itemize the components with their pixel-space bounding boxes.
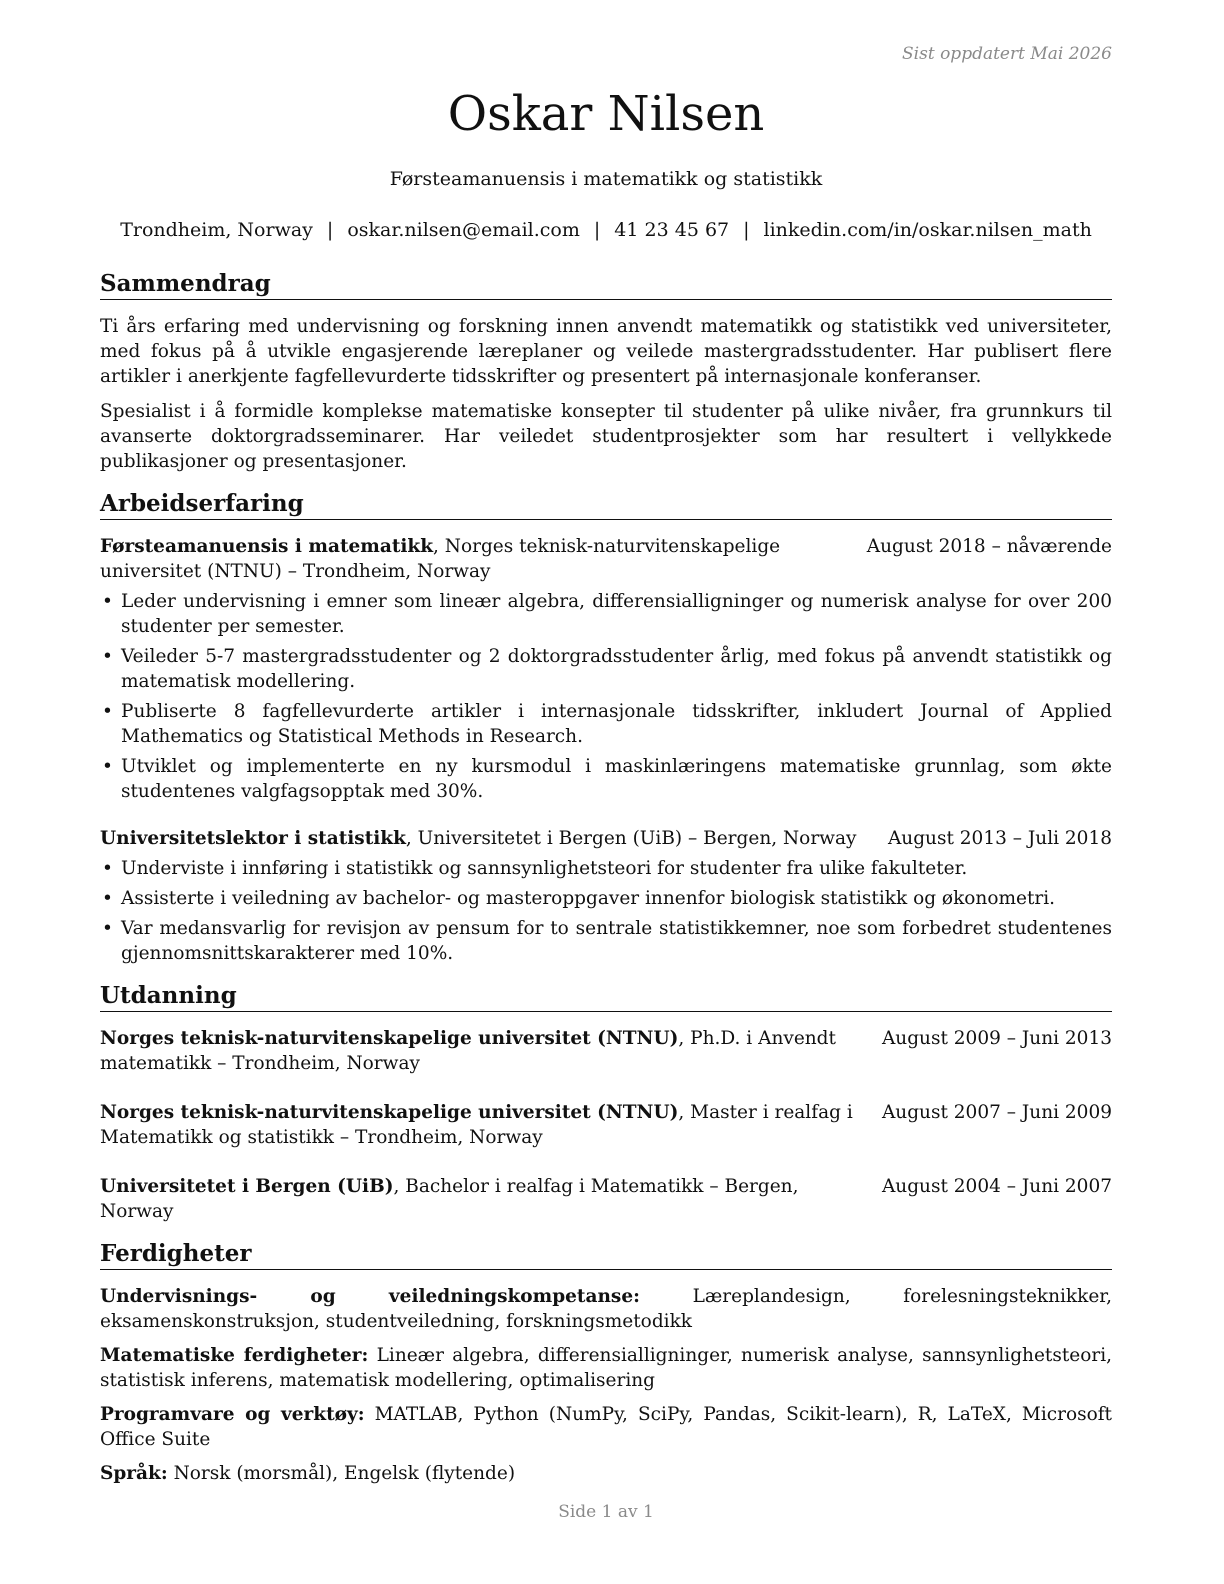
job-header bbox=[100, 826, 1112, 851]
skill-line bbox=[100, 1461, 1112, 1486]
section-title-education: Utdanning bbox=[100, 982, 1112, 1012]
section-title-summary: Sammendrag bbox=[100, 270, 1112, 300]
skill-line bbox=[100, 1284, 1112, 1334]
contact-separator: | bbox=[593, 219, 601, 241]
list-item bbox=[100, 886, 1112, 911]
education-item bbox=[100, 1026, 1112, 1076]
bullet-text: Underviste i innføring i statistikk og sannsynlighetsteori for studenter fra ulike fakulteter. bbox=[121, 858, 968, 879]
bullet-icon: • bbox=[102, 888, 113, 909]
resume-page bbox=[100, 0, 1112, 1584]
skill-label: Matematiske ferdigheter: bbox=[100, 1345, 369, 1366]
list-item bbox=[100, 699, 1112, 749]
job-bullets bbox=[100, 589, 1112, 804]
contact-separator: | bbox=[743, 219, 750, 241]
resume-content bbox=[100, 270, 1112, 1486]
job-info bbox=[100, 534, 867, 584]
list-item bbox=[100, 916, 1112, 966]
education-info bbox=[100, 1026, 882, 1076]
education-info bbox=[100, 1100, 882, 1150]
bullet-text: Publiserte 8 fagfellevurderte artikler i internasjonale tidsskrifter, inkludert Journal of Applied Mathematics og Statistical Methods in Research. bbox=[121, 701, 1112, 747]
contact-line bbox=[100, 219, 1112, 241]
skill-value: Læreplandesign, forelesningsteknikker, eksamenskonstruksjon, studentveiledning, forskningsmetodikk bbox=[100, 1286, 1112, 1332]
skill-label: Programvare og verktøy: bbox=[100, 1404, 365, 1425]
skill-value: Norsk (morsmål), Engelsk (flytende) bbox=[167, 1463, 516, 1484]
skill-label: Undervisnings- og veiledningskompetanse: bbox=[100, 1286, 640, 1307]
list-item bbox=[100, 589, 1112, 639]
contact-email[interactable]: oskar.nilsen@email.com bbox=[347, 219, 580, 241]
job-info bbox=[100, 826, 888, 851]
skill-line bbox=[100, 1402, 1112, 1452]
education-school: Norges teknisk-naturvitenskapelige universitet (NTNU) bbox=[100, 1102, 679, 1123]
summary-paragraph: Ti års erfaring med undervisning og forskning innen anvendt matematikk og statistikk ved universiteter, med fokus på å utvikle engasjerende læreplaner og veilede mastergradsstudenter. Har publisert flere artikler i anerkjente fagfellevurderte tidsskrifter og presentert på internasjonale konferanser. bbox=[100, 316, 1112, 387]
education-item bbox=[100, 1100, 1112, 1150]
summary-paragraph: Spesialist i å formidle komplekse matematiske konsepter til studenter på ulike nivåer, fra grunnkurs til avanserte doktorgradsseminarer. Har veiledet studentprosjekter som har resultert i vellykkede publikasjoner og presentasjoner. bbox=[100, 401, 1112, 472]
bullet-text: Leder undervisning i emner som lineær algebra, differensialligninger og numerisk analyse for over 200 studenter per semester. bbox=[121, 591, 1112, 637]
experience-section bbox=[100, 490, 1112, 966]
bullet-icon: • bbox=[102, 591, 113, 612]
education-section bbox=[100, 982, 1112, 1224]
job-details: , Norges teknisk-naturvitenskapelige universitet (NTNU) – Trondheim, Norway bbox=[100, 536, 781, 582]
last-updated: Sist oppdatert Mai 2026 bbox=[902, 44, 1112, 64]
contact-linkedin[interactable]: linkedin.com/in/oskar.nilsen_math bbox=[763, 219, 1092, 241]
bullet-icon: • bbox=[102, 858, 113, 879]
skills-section bbox=[100, 1240, 1112, 1486]
education-item bbox=[100, 1174, 1112, 1224]
bullet-text: Var medansvarlig for revisjon av pensum for to sentrale statistikkemner, noe som forbedret studentenes gjennomsnittskarakterer med 10%. bbox=[121, 918, 1112, 964]
page-number: Side 1 av 1 bbox=[558, 1502, 654, 1522]
bullet-icon: • bbox=[102, 701, 113, 722]
job-bullets bbox=[100, 856, 1112, 966]
education-details: , Ph.D. i Anvendt matematikk – Trondheim, Norway bbox=[100, 1028, 836, 1074]
summary-section bbox=[100, 270, 1112, 474]
contact-separator: | bbox=[326, 219, 334, 241]
education-dates: August 2007 – Juni 2009 bbox=[881, 1102, 1112, 1123]
section-title-experience: Arbeidserfaring bbox=[100, 490, 1112, 520]
education-dates: August 2009 – Juni 2013 bbox=[881, 1028, 1112, 1049]
bullet-icon: • bbox=[102, 756, 113, 777]
bullet-text: Utviklet og implementerte en ny kursmodul i maskinlæringens matematiske grunnlag, som økte studentenes valgfagsopptak med 30%. bbox=[121, 756, 1112, 802]
job-dates: August 2013 – Juli 2018 bbox=[887, 828, 1112, 849]
education-school: Universitetet i Bergen (UiB) bbox=[100, 1176, 394, 1197]
education-details: , Bachelor i realfag i Matematikk – Bergen, Norway bbox=[100, 1176, 799, 1222]
bullet-text: Veileder 5-7 mastergradsstudenter og 2 doktorgradsstudenter årlig, med fokus på anvendt statistikk og matematisk modellering. bbox=[121, 646, 1112, 692]
bullet-text: Assisterte i veiledning av bachelor- og masteroppgaver innenfor biologisk statistikk og økonometri. bbox=[121, 888, 1056, 909]
contact-phone: 41 23 45 67 bbox=[614, 219, 730, 241]
skill-label: Språk: bbox=[100, 1463, 168, 1484]
job-dates: August 2018 – nåværende bbox=[866, 536, 1112, 557]
job-title-tagline: Førsteamanuensis i matematikk og statistikk bbox=[389, 168, 823, 190]
education-dates: August 2004 – Juni 2007 bbox=[881, 1176, 1112, 1197]
job-details: , Universitetet i Bergen (UiB) – Bergen, Norway bbox=[405, 828, 857, 849]
list-item bbox=[100, 644, 1112, 694]
skill-value: MATLAB, Python (NumPy, SciPy, Pandas, Scikit-learn), R, LaTeX, Microsoft Office Suite bbox=[100, 1404, 1112, 1450]
education-school: Norges teknisk-naturvitenskapelige universitet (NTNU) bbox=[100, 1028, 679, 1049]
contact-location: Trondheim, Norway bbox=[120, 219, 313, 241]
job-header bbox=[100, 534, 1112, 584]
list-item bbox=[100, 856, 1112, 881]
list-item bbox=[100, 754, 1112, 804]
skill-value: Lineær algebra, differensialligninger, numerisk analyse, sannsynlighetsteori, statistisk inferens, matematisk modellering, optimalisering bbox=[100, 1345, 1112, 1391]
section-title-skills: Ferdigheter bbox=[100, 1240, 1112, 1270]
bullet-icon: • bbox=[102, 918, 113, 939]
education-details: , Master i realfag i Matematikk og statistikk – Trondheim, Norway bbox=[100, 1102, 853, 1148]
skill-line bbox=[100, 1343, 1112, 1393]
job-role: Universitetslektor i statistikk bbox=[100, 828, 406, 849]
job-role: Førsteamanuensis i matematikk bbox=[100, 536, 434, 557]
education-info bbox=[100, 1174, 882, 1224]
person-name: Oskar Nilsen bbox=[447, 86, 765, 142]
bullet-icon: • bbox=[102, 646, 113, 667]
